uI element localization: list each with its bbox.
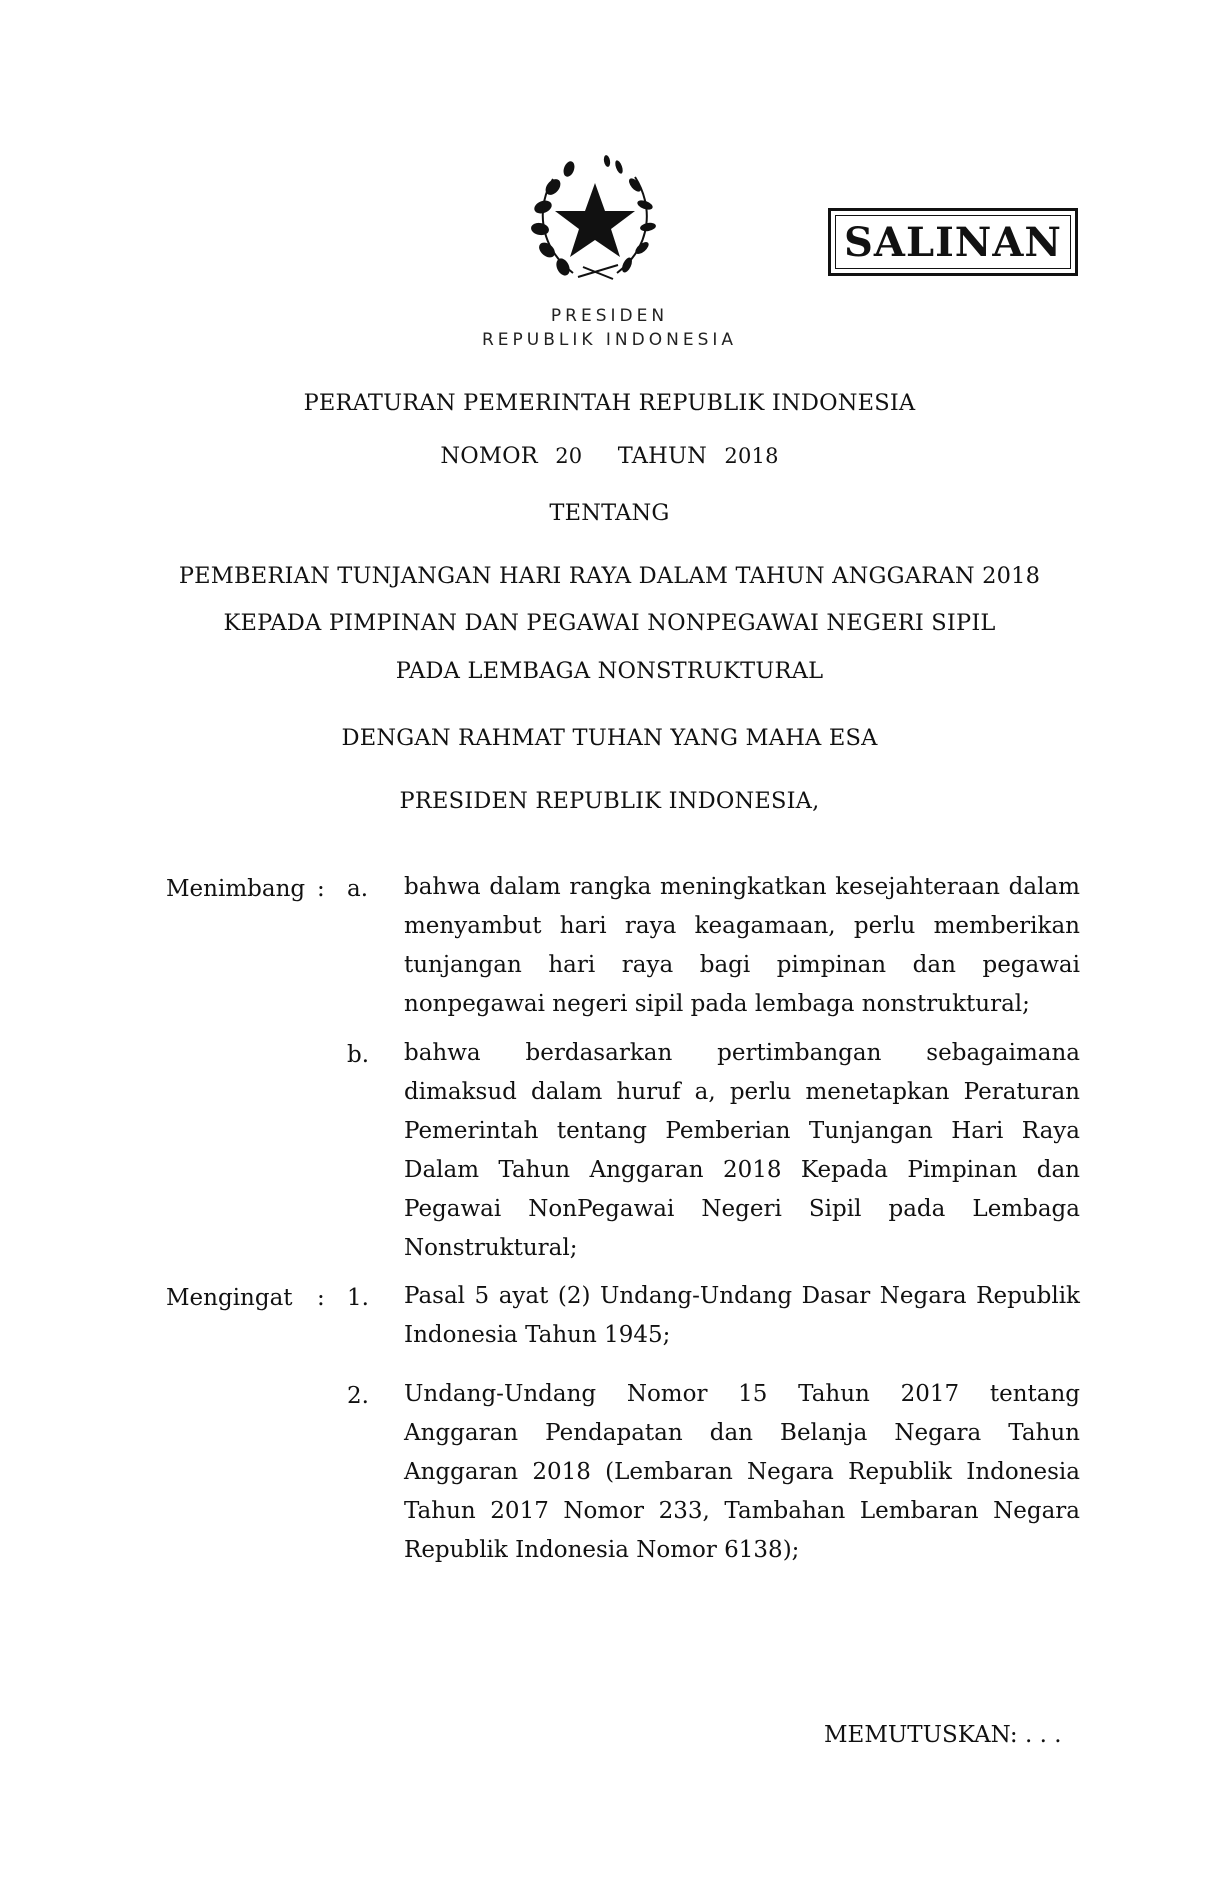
nomor-label: NOMOR xyxy=(440,443,538,469)
mengingat-item-2: Undang-Undang Nomor 15 Tahun 2017 tentang Anggaran Pendapatan dan Belanja Negara Tahun Anggaran 2018 (Lembaran Negara Republik Indonesia Tahun 2017 Nomor 233, Tambahan Lembaran Negara Republik Indonesia Nomor 6138); xyxy=(404,1381,1080,1563)
mengingat-colon: : xyxy=(317,1285,325,1311)
continuation-marker: MEMUTUSKAN: . . . xyxy=(824,1722,1062,1748)
subject-line-1: PEMBERIAN TUNJANGAN HARI RAYA DALAM TAHUN ANGGARAN 2018 xyxy=(178,563,1041,589)
caption-republik-indonesia: REPUBLIK INDONESIA xyxy=(481,330,738,350)
caption-presiden: PRESIDEN xyxy=(550,306,669,326)
mengingat-label: Mengingat xyxy=(166,1285,293,1311)
subject-line-3: PADA LEMBAGA NONSTRUKTURAL xyxy=(395,658,824,684)
tentang-heading: TENTANG xyxy=(549,500,670,526)
nomor-value: 20 xyxy=(555,444,583,468)
regulation-number xyxy=(0,443,1219,469)
tahun-value: 2018 xyxy=(724,444,779,468)
salinan-stamp xyxy=(828,208,1078,276)
regulation-title: PERATURAN PEMERINTAH REPUBLIK INDONESIA xyxy=(303,390,916,416)
mengingat-marker-1: 1. xyxy=(347,1285,369,1311)
mengingat-marker-2: 2. xyxy=(347,1383,369,1409)
mengingat-item-1: Pasal 5 ayat (2) Undang-Undang Dasar Negara Republik Indonesia Tahun 1945; xyxy=(404,1283,1080,1348)
tahun-label: TAHUN xyxy=(617,443,708,469)
menimbang-marker-b: b. xyxy=(347,1042,370,1068)
issuer-heading: PRESIDEN REPUBLIK INDONESIA, xyxy=(399,788,820,814)
garuda-star-wreath-icon xyxy=(523,145,667,295)
subject-line-2: KEPADA PIMPINAN DAN PEGAWAI NONPEGAWAI NEGERI SIPIL xyxy=(223,610,996,636)
menimbang-item-a: bahwa dalam rangka meningkatkan kesejahteraan dalam menyambut hari raya keagamaan, perlu memberikan tunjangan hari raya bagi pimpinan dan pegawai nonpegawai negeri sipil pada lembaga nonstruktural; xyxy=(404,874,1080,1017)
menimbang-marker-a: a. xyxy=(347,876,369,902)
menimbang-item-b: bahwa berdasarkan pertimbangan sebagaimana dimaksud dalam huruf a, perlu menetapkan Peraturan Pemerintah tentang Pemberian Tunjangan Hari Raya Dalam Tahun Anggaran 2018 Kepada Pimpinan dan Pegawai NonPegawai Negeri Sipil pada Lembaga Nonstruktural; xyxy=(404,1040,1080,1261)
menimbang-colon: : xyxy=(317,876,325,902)
menimbang-label: Menimbang xyxy=(166,876,306,902)
invocation: DENGAN RAHMAT TUHAN YANG MAHA ESA xyxy=(341,725,878,751)
state-emblem xyxy=(523,145,667,295)
salinan-label: SALINAN xyxy=(844,218,1062,266)
